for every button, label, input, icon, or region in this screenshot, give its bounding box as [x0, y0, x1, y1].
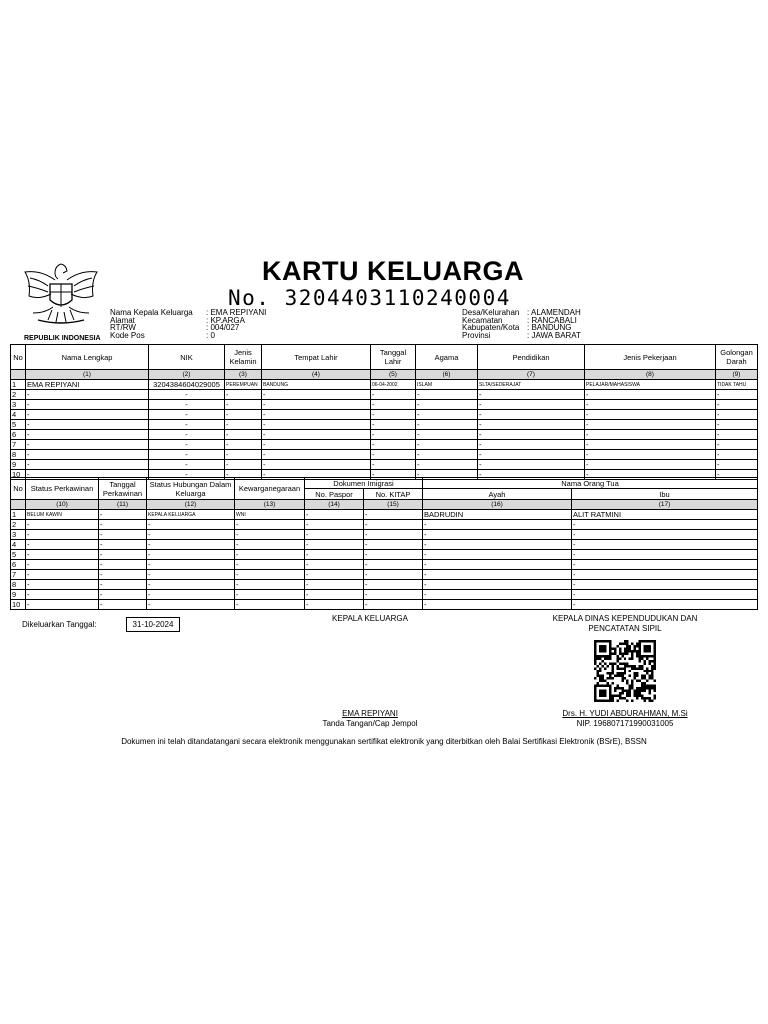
office-title-line2: PENCATATAN SIPIL: [588, 624, 662, 633]
table-cell: -: [478, 460, 585, 470]
table-cell: -: [235, 520, 305, 530]
column-number: (5): [371, 370, 416, 380]
table-row: [11, 420, 758, 430]
column-header: Jenis Pekerjaan: [585, 345, 716, 370]
table-cell: BANDUNG: [262, 380, 371, 390]
table-row: [11, 510, 758, 520]
table-cell: -: [149, 390, 225, 400]
table-cell: -: [225, 410, 262, 420]
table-cell: 6: [11, 430, 26, 440]
table-cell: -: [572, 570, 758, 580]
table-cell: -: [99, 570, 147, 580]
table-cell: -: [572, 520, 758, 530]
head-of-family-name: EMA REPIYANI: [342, 709, 398, 718]
table-cell: -: [572, 600, 758, 610]
table-cell: -: [478, 430, 585, 440]
table-cell: -: [416, 450, 478, 460]
table-cell: -: [305, 530, 364, 540]
table-row: [11, 560, 758, 570]
table-cell: -: [147, 570, 235, 580]
table-cell: -: [225, 440, 262, 450]
table-cell: -: [262, 470, 371, 480]
table-cell: -: [585, 450, 716, 460]
table-cell: PEREMPUAN: [225, 380, 262, 390]
table-cell: -: [478, 450, 585, 460]
table-cell: -: [585, 420, 716, 430]
column-header: No. Paspor: [305, 489, 364, 500]
table-cell: -: [716, 390, 758, 400]
table-cell: -: [235, 590, 305, 600]
office-title-line1: KEPALA DINAS KEPENDUDUKAN DAN: [552, 614, 698, 623]
table-cell: -: [99, 550, 147, 560]
info-value: : KP.ARGA: [206, 315, 245, 325]
table-cell: -: [423, 590, 572, 600]
table-cell: -: [305, 590, 364, 600]
column-header: NIK: [149, 345, 225, 370]
table-cell: -: [235, 550, 305, 560]
info-label: RT/RW: [110, 323, 136, 333]
table-cell: -: [423, 560, 572, 570]
table-cell: -: [716, 420, 758, 430]
table-cell: -: [235, 560, 305, 570]
column-number: (12): [147, 500, 235, 510]
table-row: [11, 440, 758, 450]
table-cell: -: [371, 410, 416, 420]
electronic-signature-note: Dokumen ini telah ditandatangani secara elektronik menggunakan sertifikat elektronik yang diterbitkan oleh Balai Sertifikasi Elektronik (BSrE), BSSN: [121, 737, 647, 746]
table-cell: -: [99, 560, 147, 570]
table-cell: -: [99, 600, 147, 610]
table-row: [11, 390, 758, 400]
table-cell: -: [262, 410, 371, 420]
info-label: Kabupaten/Kota: [462, 323, 520, 333]
table-cell: -: [585, 400, 716, 410]
table-cell: -: [478, 470, 585, 480]
table-row: [11, 450, 758, 460]
table-cell: -: [364, 590, 423, 600]
table-cell: -: [371, 460, 416, 470]
table-cell: -: [572, 530, 758, 540]
table-cell: -: [99, 510, 147, 520]
table-cell: -: [225, 430, 262, 440]
qr-code-icon: [594, 640, 656, 702]
table-cell: -: [225, 420, 262, 430]
document-title: KARTU KELUARGA: [262, 256, 524, 286]
garuda-emblem-icon: [22, 262, 100, 328]
table-cell: 3: [11, 400, 26, 410]
column-number: (3): [225, 370, 262, 380]
info-label: Desa/Kelurahan: [462, 308, 520, 317]
table-row: [11, 590, 758, 600]
table-cell: -: [364, 540, 423, 550]
table-cell: -: [235, 580, 305, 590]
table-cell: -: [585, 390, 716, 400]
table-row: [11, 550, 758, 560]
column-number: (14): [305, 500, 364, 510]
table-row: [11, 570, 758, 580]
table-cell: -: [99, 580, 147, 590]
table-cell: PELAJAR/MAHASISWA: [585, 380, 716, 390]
table-cell: -: [716, 450, 758, 460]
table-row: [11, 430, 758, 440]
table-cell: -: [26, 550, 99, 560]
column-number: [11, 500, 26, 510]
table-cell: -: [305, 560, 364, 570]
country-label: REPUBLIK INDONESIA: [24, 335, 101, 342]
table-cell: 1: [11, 380, 26, 390]
column-number: (7): [478, 370, 585, 380]
table-cell: -: [262, 420, 371, 430]
table-cell: -: [371, 420, 416, 430]
table-cell: -: [585, 460, 716, 470]
table-cell: -: [305, 510, 364, 520]
table-cell: -: [416, 460, 478, 470]
table-cell: -: [149, 440, 225, 450]
table-cell: 7: [11, 440, 26, 450]
table-cell: 6: [11, 560, 26, 570]
column-number: (13): [235, 500, 305, 510]
table-cell: -: [305, 600, 364, 610]
table-cell: WNI: [235, 510, 305, 520]
table-cell: 3204384604029005: [149, 380, 225, 390]
table-cell: -: [305, 520, 364, 530]
info-label: Alamat: [110, 315, 135, 325]
table-cell: -: [305, 570, 364, 580]
table-cell: -: [305, 540, 364, 550]
table-cell: -: [26, 570, 99, 580]
table-cell: -: [416, 410, 478, 420]
table-cell: TIDAK TAHU: [716, 380, 758, 390]
info-label: Kecamatan: [462, 315, 503, 325]
column-number: (17): [572, 500, 758, 510]
table-cell: -: [371, 430, 416, 440]
table-row: [11, 400, 758, 410]
table-cell: 4: [11, 540, 26, 550]
table-cell: -: [26, 520, 99, 530]
column-header: Dokumen Imigrasi: [305, 478, 423, 489]
column-number: (4): [262, 370, 371, 380]
table-cell: -: [478, 420, 585, 430]
column-number: (15): [364, 500, 423, 510]
table-cell: -: [364, 530, 423, 540]
family-members-table: [10, 344, 758, 480]
column-number: (11): [99, 500, 147, 510]
column-header: Kewarganegaraan: [235, 478, 305, 500]
official-name: Drs. H. YUDI ABDURAHMAN, M.Si: [562, 709, 688, 718]
table-cell: -: [416, 440, 478, 450]
table-cell: -: [225, 460, 262, 470]
table-cell: -: [716, 430, 758, 440]
table-cell: -: [26, 440, 149, 450]
column-number: (6): [416, 370, 478, 380]
table-cell: -: [26, 420, 149, 430]
column-header: Status Perkawinan: [26, 478, 99, 500]
info-value: : BANDUNG: [527, 323, 572, 333]
column-header: Nama Orang Tua: [423, 478, 758, 489]
table-cell: -: [26, 450, 149, 460]
table-row: [11, 380, 758, 390]
table-cell: -: [364, 520, 423, 530]
table-cell: -: [26, 580, 99, 590]
table-cell: -: [364, 600, 423, 610]
table-cell: 1: [11, 510, 26, 520]
table-row: [11, 540, 758, 550]
table-cell: -: [149, 420, 225, 430]
head-info-values: [206, 309, 266, 339]
table-cell: -: [478, 390, 585, 400]
table-cell: -: [147, 600, 235, 610]
column-number: (1): [26, 370, 149, 380]
table-cell: -: [364, 560, 423, 570]
table-cell: -: [364, 580, 423, 590]
table-cell: -: [26, 530, 99, 540]
column-header: Golongan Darah: [716, 345, 758, 370]
table-cell: -: [416, 430, 478, 440]
info-value: : EMA REPIYANI: [206, 308, 267, 317]
region-info-labels: [462, 309, 519, 339]
table-cell: -: [364, 550, 423, 560]
table-cell: -: [364, 570, 423, 580]
table-cell: -: [26, 430, 149, 440]
table-cell: -: [99, 540, 147, 550]
table-cell: -: [716, 470, 758, 480]
table-row: [11, 520, 758, 530]
table-cell: -: [147, 530, 235, 540]
column-header: No. KITAP: [364, 489, 423, 500]
column-header: Pendidikan: [478, 345, 585, 370]
column-header: Ayah: [423, 489, 572, 500]
column-header: Tanggal Perkawinan: [99, 478, 147, 500]
table-cell: -: [371, 440, 416, 450]
table-cell: -: [416, 390, 478, 400]
table-cell: -: [147, 540, 235, 550]
table-cell: -: [423, 600, 572, 610]
table-cell: -: [716, 400, 758, 410]
table-row: [11, 460, 758, 470]
table-cell: -: [416, 420, 478, 430]
table-cell: -: [572, 550, 758, 560]
table-cell: -: [371, 450, 416, 460]
family-status-table: [10, 477, 758, 610]
info-value: : 004/027: [206, 323, 240, 333]
column-number: (16): [423, 500, 572, 510]
table-cell: -: [371, 470, 416, 480]
table-cell: 7: [11, 570, 26, 580]
table-cell: -: [26, 540, 99, 550]
table-cell: ISLAM: [416, 380, 478, 390]
table-cell: -: [225, 470, 262, 480]
table-cell: 2: [11, 520, 26, 530]
table-cell: 5: [11, 550, 26, 560]
table-cell: -: [262, 460, 371, 470]
table-cell: -: [225, 390, 262, 400]
table-cell: 9: [11, 460, 26, 470]
table-cell: 2: [11, 390, 26, 400]
column-header: Tempat Lahir: [262, 345, 371, 370]
table-cell: -: [26, 400, 149, 410]
table-cell: -: [26, 600, 99, 610]
info-label: Nama Kepala Keluarga: [110, 308, 193, 317]
table-cell: 10: [11, 470, 26, 480]
column-header: No: [11, 478, 26, 500]
table-cell: -: [572, 590, 758, 600]
table-cell: -: [716, 410, 758, 420]
table-cell: -: [26, 560, 99, 570]
head-info-labels: [110, 309, 193, 339]
head-of-family-title: KEPALA KELUARGA: [332, 614, 408, 623]
table-row: [11, 580, 758, 590]
table-cell: 10: [11, 600, 26, 610]
column-header: Status Hubungan Dalam Keluarga: [147, 478, 235, 500]
table-cell: -: [585, 430, 716, 440]
table-cell: -: [147, 520, 235, 530]
table-cell: -: [225, 400, 262, 410]
table-row: [11, 600, 758, 610]
column-header: Jenis Kelamin: [225, 345, 262, 370]
table-cell: -: [149, 400, 225, 410]
table-cell: -: [572, 540, 758, 550]
table-cell: -: [585, 440, 716, 450]
table-cell: -: [423, 530, 572, 540]
table-cell: -: [416, 400, 478, 410]
table-cell: -: [26, 460, 149, 470]
column-header: Ibu: [572, 489, 758, 500]
info-value: : JAWA BARAT: [527, 330, 581, 340]
table-cell: -: [423, 570, 572, 580]
table-cell: -: [423, 550, 572, 560]
info-value: : ALAMENDAH: [527, 308, 581, 317]
table-cell: 06-04-2002: [371, 380, 416, 390]
issued-date-label: Dikeluarkan Tanggal:: [22, 620, 97, 629]
column-header: No: [11, 345, 26, 370]
table-cell: -: [225, 450, 262, 460]
table-cell: -: [147, 550, 235, 560]
info-value: : 0: [206, 330, 215, 340]
table-cell: -: [585, 470, 716, 480]
official-nip: NIP. 196807171990031005: [576, 719, 674, 728]
info-label: Kode Pos: [110, 330, 145, 340]
table-row: [11, 530, 758, 540]
table-cell: 8: [11, 450, 26, 460]
table-cell: -: [149, 410, 225, 420]
table-cell: -: [478, 400, 585, 410]
column-header: Nama Lengkap: [26, 345, 149, 370]
table-cell: -: [416, 470, 478, 480]
family-card-number: No. 3204403110240004: [228, 286, 511, 310]
table-cell: -: [305, 580, 364, 590]
table-cell: -: [26, 470, 149, 480]
table-cell: -: [235, 540, 305, 550]
column-header: Agama: [416, 345, 478, 370]
table-cell: -: [478, 440, 585, 450]
table-cell: -: [371, 400, 416, 410]
table-cell: -: [99, 590, 147, 600]
table-cell: -: [305, 550, 364, 560]
table-cell: -: [364, 510, 423, 520]
table-cell: -: [149, 470, 225, 480]
table-cell: -: [478, 410, 585, 420]
table-cell: -: [572, 560, 758, 570]
table-cell: -: [99, 530, 147, 540]
column-number: (2): [149, 370, 225, 380]
table-cell: -: [262, 440, 371, 450]
region-info-values: [527, 309, 581, 339]
table-cell: SLTA/SEDERAJAT: [478, 380, 585, 390]
table-cell: -: [149, 460, 225, 470]
column-header: Tanggal Lahir: [371, 345, 416, 370]
table-cell: -: [423, 580, 572, 590]
table-cell: 8: [11, 580, 26, 590]
table-cell: -: [235, 570, 305, 580]
table-cell: BADRUDIN: [423, 510, 572, 520]
table-cell: -: [26, 590, 99, 600]
table-row: [11, 410, 758, 420]
table-cell: 4: [11, 410, 26, 420]
table-cell: -: [26, 390, 149, 400]
table-cell: -: [99, 520, 147, 530]
table-cell: -: [716, 440, 758, 450]
table-cell: -: [423, 520, 572, 530]
table-cell: -: [235, 530, 305, 540]
table-cell: -: [371, 390, 416, 400]
column-number: [11, 370, 26, 380]
table-cell: 5: [11, 420, 26, 430]
column-number: (9): [716, 370, 758, 380]
table-cell: -: [262, 430, 371, 440]
issued-date-value: 31-10-2024: [126, 617, 180, 632]
table-cell: -: [235, 600, 305, 610]
column-number: (10): [26, 500, 99, 510]
table-cell: -: [572, 580, 758, 590]
table-cell: -: [423, 540, 572, 550]
table-cell: -: [147, 590, 235, 600]
table-cell: EMA REPIYANI: [26, 380, 149, 390]
table-cell: -: [147, 580, 235, 590]
table-cell: -: [147, 560, 235, 570]
column-number: (8): [585, 370, 716, 380]
table-cell: -: [262, 450, 371, 460]
info-value: : RANCABALI: [527, 315, 577, 325]
table-cell: -: [149, 430, 225, 440]
table-cell: BELUM KAWIN: [26, 510, 99, 520]
table-cell: 9: [11, 590, 26, 600]
table-cell: -: [585, 410, 716, 420]
table-cell: -: [262, 390, 371, 400]
table-cell: 3: [11, 530, 26, 540]
table-cell: -: [149, 450, 225, 460]
signature-caption: Tanda Tangan/Cap Jempol: [322, 719, 418, 728]
table-cell: -: [262, 400, 371, 410]
table-cell: -: [26, 410, 149, 420]
table-cell: -: [716, 460, 758, 470]
info-label: Provinsi: [462, 330, 491, 340]
table-cell: ALIT RATMINI: [572, 510, 758, 520]
table-cell: KEPALA KELUARGA: [147, 510, 235, 520]
